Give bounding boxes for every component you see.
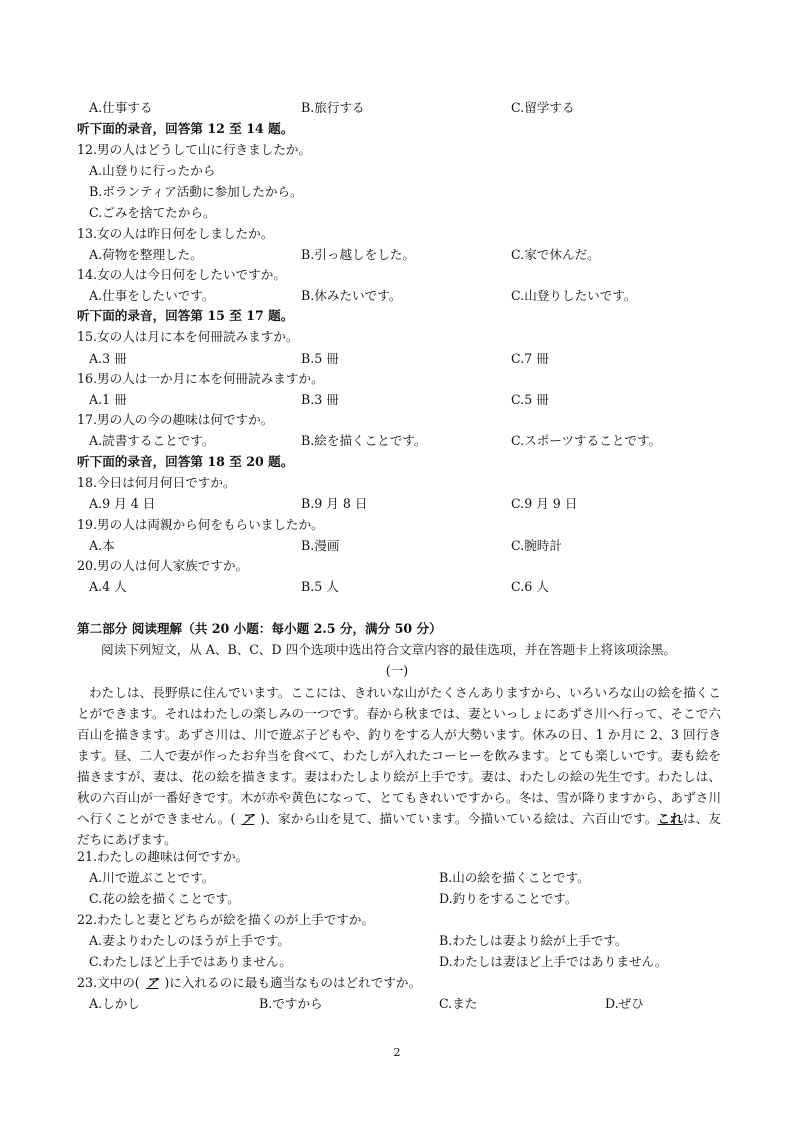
q16-options	[89, 391, 729, 409]
q23-option-d: D.ぜひ	[605, 996, 644, 1011]
q22-options-row2	[89, 953, 729, 971]
q23-option-c: C.また	[439, 996, 478, 1011]
q17-option-c: C.スポーツすることです。	[511, 433, 662, 448]
q19-option-a: A.本	[89, 538, 115, 553]
reading-passage	[77, 682, 721, 850]
passage-number: (一)	[385, 663, 409, 678]
q23-text-2: )に入れるのに最も適当なものはどれですか。	[164, 975, 422, 990]
question-13: 13.女の人は昨日何をしましたか。	[77, 226, 274, 241]
q11-options	[89, 99, 729, 117]
q18-option-c: C.9 月 9 日	[511, 496, 578, 511]
q18-options	[89, 495, 729, 513]
q23-text-1: 23.文中の(	[77, 975, 140, 990]
q15-option-c: C.7 冊	[511, 351, 549, 366]
q22-option-b: B.わたしは妻より絵が上手です。	[439, 933, 628, 948]
q18-option-b: B.9 月 8 日	[301, 496, 368, 511]
q23-option-a: A.しかし	[89, 996, 140, 1011]
part2-instruction: 阅读下列短文，从 A、B、C、D 四个选项中选出符合文章内容的最佳选项，并在答题卡上将该项涂黑。	[101, 642, 677, 657]
question-22: 22.わたしと妻とどちらが絵を描くのが上手ですか。	[77, 912, 375, 927]
q21-option-c: C.花の絵を描くことです。	[89, 891, 240, 906]
passage-text-3: は、友だちにあげます。	[77, 811, 721, 847]
question-12: 12.男の人はどうして山に行きましたか。	[77, 142, 312, 157]
question-17: 17.男の人の今の趣味は何ですか。	[77, 412, 274, 427]
q14-option-a: A.仕事をしたいです。	[89, 288, 215, 303]
part2-title: 第二部分 阅读理解（共 20 小题：每小题 2.5 分，满分 50 分）	[77, 621, 442, 636]
q21-options-row1	[89, 869, 729, 887]
q13-options	[89, 246, 729, 264]
q21-option-d: D.釣りをすることです。	[439, 891, 578, 906]
q20-option-c: C.6 人	[511, 579, 549, 594]
q19-option-c: C.腕時計	[511, 538, 562, 553]
q17-option-b: B.絵を描くことです。	[301, 433, 427, 448]
q17-options	[89, 432, 729, 450]
question-15: 15.女の人は月に本を何冊読みますか。	[77, 329, 299, 344]
question-14: 14.女の人は今日何をしたいですか。	[77, 267, 286, 282]
q11-option-b: B.旅行する	[301, 100, 365, 115]
q22-option-d: D.わたしは妻ほど上手ではありません。	[439, 954, 668, 969]
question-18: 18.今日は何月何日ですか。	[77, 475, 236, 490]
q20-option-a: A.4 人	[89, 579, 127, 594]
q15-option-a: A.3 冊	[89, 351, 127, 366]
q11-option-a: A.仕事する	[89, 100, 153, 115]
q15-option-b: B.5 冊	[301, 351, 339, 366]
q13-option-a: A.荷物を整理した。	[89, 247, 203, 262]
q15-options	[89, 350, 729, 368]
question-21: 21.わたしの趣味は何ですか。	[77, 849, 249, 864]
q19-options	[89, 537, 729, 555]
q12-option-a: A.山登りに行ったから	[89, 163, 216, 178]
q16-option-b: B.3 冊	[301, 392, 339, 407]
passage-text-2: )、家から山を見て、描いています。今描いている絵は、六百山です。	[260, 811, 658, 826]
question-16: 16.男の人は一か月に本を何冊読みますか。	[77, 371, 324, 386]
q21-options-row2	[89, 890, 729, 908]
q20-options	[89, 578, 729, 596]
listening-instruction-12-14: 听下面的录音，回答第 12 至 14 题。	[77, 121, 294, 136]
q11-option-c: C.留学する	[511, 100, 575, 115]
passage-blank: ア	[241, 811, 255, 826]
question-20: 20.男の人は何人家族ですか。	[77, 558, 249, 573]
q16-option-c: C.5 冊	[511, 392, 549, 407]
q23-options	[89, 995, 729, 1013]
q18-option-a: A.9 月 4 日	[89, 496, 156, 511]
page-number: 2	[393, 1046, 401, 1059]
q22-option-a: A.妻よりわたしのほうが上手です。	[89, 933, 290, 948]
q17-option-a: A.読書することです。	[89, 433, 215, 448]
q23-option-b: B.ですから	[259, 996, 323, 1011]
q14-options	[89, 287, 729, 305]
q12-option-c: C.ごみを捨てたから。	[89, 205, 216, 220]
q16-option-a: A.1 冊	[89, 392, 127, 407]
q22-options-row1	[89, 932, 729, 950]
q14-option-c: C.山登りしたいです。	[511, 288, 637, 303]
passage-text-1: わたしは、長野県に住んでいます。ここには、きれいな山がたくさんありますから、いろいろな山の絵を描くことができます。それはわたしの楽しみの一つです。春から秋までは、妻といっしょにあずさ川へ行って、そこで六百山を描きます。あずさ川は、川で遊ぶ子どもや、釣りをする人が大勢います。休みの日、1 か月に 2、3 回行きます。昼、二人で妻が作ったお弁当を食べて、わたしが入れたコーヒーを飲みます。とても楽しいです。妻も絵を描きますが、妻は、花の絵を描きます。妻はわたしより絵が上手です。妻は、わたしの絵の先生です。わたしは、秋の六百山が一番好きです。木が赤や黄色になって、とてもきれいですから。冬は、雪が降りますから、あずさ川へ行くことができません。(	[77, 685, 721, 826]
listening-instruction-18-20: 听下面的录音，回答第 18 至 20 题。	[77, 454, 294, 469]
passage-underlined-word: これ	[657, 811, 683, 826]
question-19: 19.男の人は両親から何をもらいましたか。	[77, 517, 324, 532]
q19-option-b: B.漫画	[301, 538, 340, 553]
q14-option-b: B.休みたいです。	[301, 288, 402, 303]
listening-instruction-15-17: 听下面的录音，回答第 15 至 17 题。	[77, 308, 294, 323]
q20-option-b: B.5 人	[301, 579, 339, 594]
q21-option-a: A.川で遊ぶことです。	[89, 870, 215, 885]
q13-option-b: B.引っ越しをした。	[301, 247, 416, 262]
q12-option-b: B.ボランティア活動に参加したから。	[89, 184, 303, 199]
question-23	[77, 974, 421, 992]
q21-option-b: B.山の絵を描くことです。	[439, 870, 590, 885]
q22-option-c: C.わたしほど上手ではありません。	[89, 954, 292, 969]
q23-blank: ア	[145, 975, 159, 990]
q13-option-c: C.家で休んだ。	[511, 247, 600, 262]
